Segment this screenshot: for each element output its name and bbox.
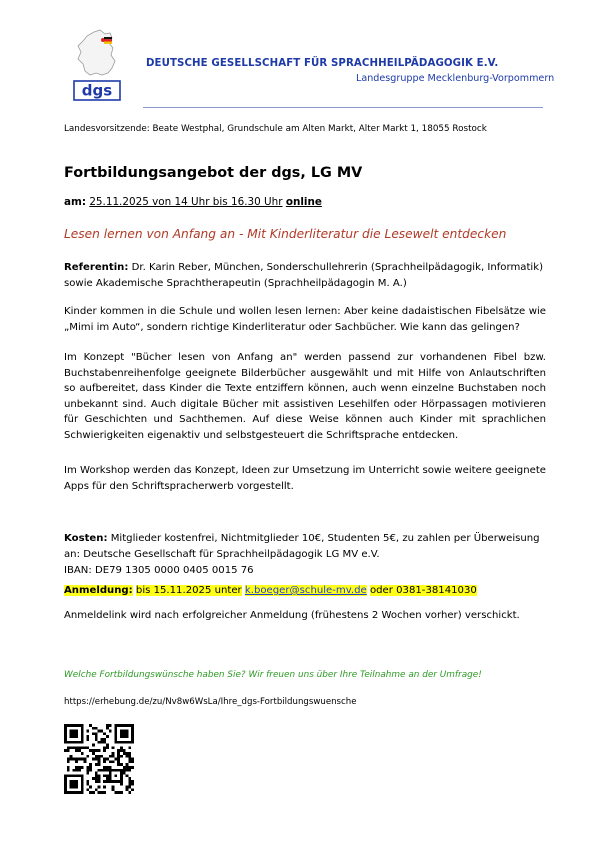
org-name: DEUTSCHE GESELLSCHAFT FÜR SPRACHHEILPÄDAGOGIK E.V. — [146, 58, 499, 69]
registration-suffix: oder 0381-38141030 — [369, 585, 477, 596]
registration-prefix: bis 15.11.2025 unter — [135, 585, 242, 596]
registration-note: Anmeldelink wird nach erfolgreicher Anmeldung (frühestens 2 Wochen vorher) verschickt. — [64, 610, 520, 621]
chair-line: Landesvorsitzende: Beate Westphal, Grundschule am Alten Markt, Alter Markt 1, 18055 Rostock — [64, 124, 487, 134]
date-label: am: — [64, 196, 86, 208]
costs-text: Mitglieder kostenfrei, Nichtmitglieder 10€, Studenten 5€, zu zahlen per Überweisung an: Deutsche Gesellschaft für Sprachheilpädagogik LG MV e.V. — [64, 533, 540, 560]
date-line — [64, 196, 322, 208]
header-divider — [143, 107, 543, 108]
qr-code-icon[interactable] — [64, 724, 134, 794]
page-title: Fortbildungsangebot der dgs, LG MV — [64, 165, 363, 181]
germany-map-icon — [78, 30, 115, 75]
registration-email-link[interactable]: k.boeger@schule-mv.de — [244, 585, 367, 596]
iban: IBAN: DE79 1305 0000 0405 0015 76 — [64, 564, 254, 576]
logo-text: dgs — [81, 81, 113, 100]
regional-group: Landesgruppe Mecklenburg-Vorpommern — [356, 73, 555, 84]
concept-paragraph: Im Konzept "Bücher lesen von Anfang an" werden passend zur vorhandenen Fibel bzw. Buchstabenreihenfolge geeignete Bilderbücher ausgewählt und mit Hilfe von Anlautschriften so aufbereitet, dass Kinder die Texte entziffern können, auch wenn einzelne Buchstaben noch unbekannt sind. Auch digitale Bücher mit assistiven Lesehilfen oder Hörpassagen motivieren für Geschichten und Sachthemen. Auf diese Weise können auch Kinder mit sprachlichen Schwierigkeiten eigenaktiv und selbstgesteuert die Schriftsprache entdecken. — [64, 352, 546, 441]
dgs-logo — [72, 28, 130, 104]
speaker-label: Referentin: — [64, 262, 129, 273]
costs-label: Kosten: — [64, 533, 108, 544]
date-value: 25.11.2025 von 14 Uhr bis 16.30 Uhr — [89, 196, 283, 208]
speaker-text: Dr. Karin Reber, München, Sonderschullehrerin (Sprachheilpädagogik, Informatik) sowie Akademische Sprachtherapeutin (Sprachheilpädagogin M. A.) — [64, 262, 544, 289]
survey-url[interactable]: https://erhebung.de/zu/Nv8w6WsLa/Ihre_dgs-Fortbildungswuensche — [64, 697, 357, 707]
date-mode: online — [285, 196, 322, 208]
intro-paragraph: Kinder kommen in die Schule und wollen lesen lernen: Aber keine dadaistischen Fibelsätze wie „Mimi im Auto“, sondern richtige Kinderliteratur oder Sachbücher. Wie kann das gelingen? — [64, 306, 546, 333]
workshop-paragraph: Im Workshop werden das Konzept, Ideen zur Umsetzung im Unterricht sowie weitere geeignete Apps für den Schriftspracherwerb vorgestellt. — [64, 465, 546, 492]
course-title: Lesen lernen von Anfang an - Mit Kinderliteratur die Lesewelt entdecken — [64, 227, 507, 241]
registration-line — [64, 585, 477, 596]
registration-label: Anmeldung: — [64, 585, 133, 596]
costs-block — [64, 531, 546, 578]
speaker-info — [64, 260, 546, 291]
survey-question: Welche Fortbildungswünsche haben Sie? Wir freuen uns über Ihre Teilnahme an der Umfrage! — [64, 670, 482, 680]
